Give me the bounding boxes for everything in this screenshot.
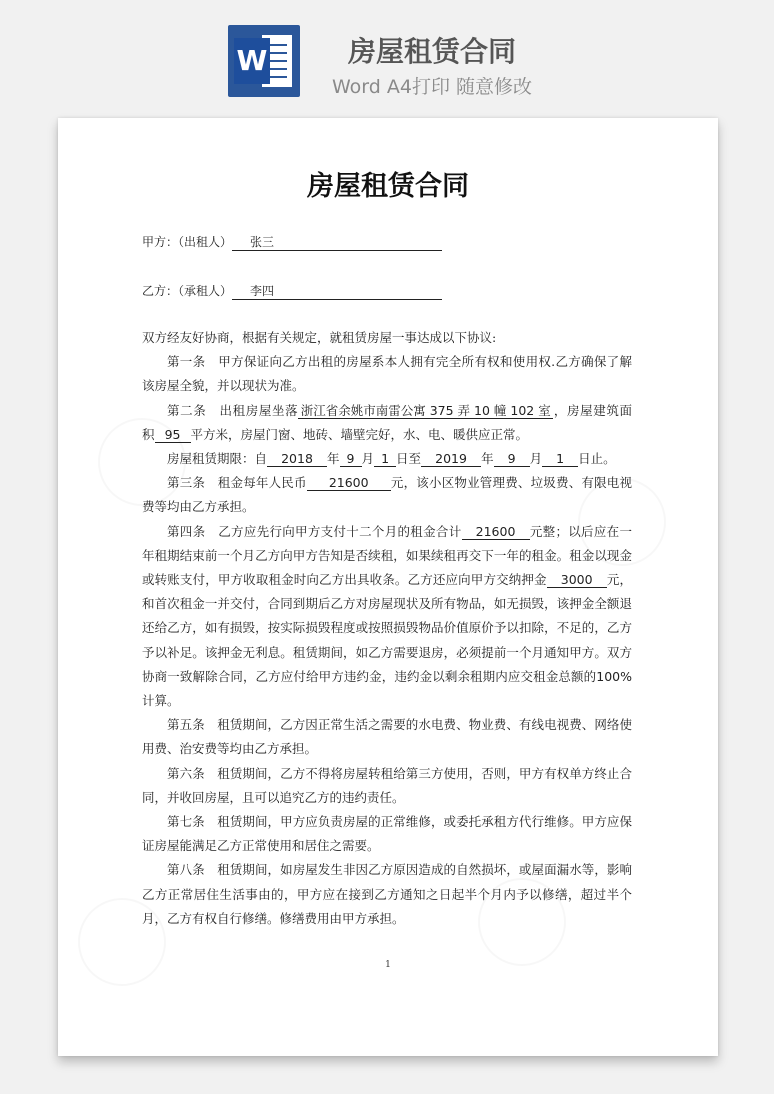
area-field: 95 (155, 427, 191, 443)
end-year-field: 2019 (421, 451, 481, 467)
clause-7: 第七条 租赁期间，甲方应负责房屋的正常维修，或委托承租方代行维修。甲方应保证房屋能满足乙方正常使用和居住之需要。 (142, 814, 632, 854)
end-label: 日止。 (578, 451, 616, 467)
year-label: 年 (327, 451, 340, 467)
party-b-name: 李四 (232, 282, 442, 300)
clause-2-mid: ，房屋建筑面积 (142, 402, 632, 442)
total-rent-field: 21600 (462, 524, 530, 540)
header-banner (0, 0, 774, 110)
start-day-field: 1 (374, 451, 396, 467)
start-month-field: 9 (340, 451, 362, 467)
contract-body (142, 326, 632, 931)
rent-amount-field: 21600 (307, 475, 391, 491)
month-label: 月 (529, 451, 543, 467)
end-day-field: 1 (542, 451, 578, 467)
party-b-label: 乙方：（承租人） (142, 284, 233, 298)
clause-4-suffix: 元，和首次租金一并交付，合同到期后乙方对房屋现状及所有物品，如无损毁，该押金全额退还给乙方，如有损毁，按实际损毁程度或按照损毁物品价值原价予以扣除，不足的，乙方予以补足。该押金无利息。租赁期间，如乙方需要退房，必须提前一个月通知甲方。双方协商一致解除合同，乙方应付给甲方违约金，违约金以剩余租期内应交租金总额的 (142, 572, 632, 684)
lease-period (142, 447, 632, 471)
penalty-percent: 100% (596, 668, 632, 684)
clause-2 (142, 399, 632, 447)
header-title: 房屋租赁合同 (347, 35, 516, 68)
month-label: 月 (361, 451, 375, 467)
start-year-field: 2018 (267, 451, 327, 467)
clause-3 (142, 471, 632, 519)
clause-8: 第八条 租赁期间，如房屋发生非因乙方原因造成的自然损坏，或屋面漏水等，影响乙方正常居住生活事由的，甲方应在接到乙方通知之日起半个月内予以修缮，超过半个月，乙方有权自行修缮。修缮费用由甲方承担。 (142, 862, 632, 926)
clause-6: 第六条 租赁期间，乙方不得将房屋转租给第三方使用，否则，甲方有权单方终止合同，并收回房屋，且可以追究乙方的违约责任。 (142, 765, 632, 805)
lease-period-prefix: 房屋租赁期限：自 (167, 451, 268, 467)
clause-3-prefix: 第三条 租金每年人民币 (167, 475, 307, 491)
day-to-label: 日至 (396, 451, 422, 467)
document-page (58, 118, 718, 1056)
page-number: 1 (385, 960, 391, 970)
party-a-name: 张三 (232, 233, 442, 251)
address-field: 浙江省余姚市南雷公寓 375 弄 10 幢 102 室 (298, 403, 553, 419)
document-title: 房屋租赁合同 (307, 171, 469, 202)
party-a-line (142, 233, 442, 251)
party-a-label: 甲方：（出租人） (142, 235, 233, 249)
clause-4-end: 计算。 (142, 693, 180, 709)
clause-4-mid: 元整；以后应在一年租期结束前一个月乙方向甲方告知是否续租，如果续租再交下一年的租金。租金以现金或转账支付，甲方收取租金时向乙方出具收条。乙方还应向甲方交纳押金 (142, 523, 632, 588)
year-label: 年 (481, 451, 494, 467)
intro-paragraph: 双方经友好协商，根据有关规定，就租赁房屋一事达成以下协议: (142, 330, 497, 345)
clause-4-prefix: 第四条 乙方应先行向甲方支付十二个月的租金合计 (167, 523, 462, 539)
clause-3-suffix: 元，该小区物业管理费、垃圾费、有限电视费等均由乙方承担。 (142, 475, 632, 515)
clause-5: 第五条 租赁期间，乙方因正常生活之需要的水电费、物业费、有线电视费、网络使用费、治安费等均由乙方承担。 (142, 717, 632, 757)
deposit-field: 3000 (547, 572, 607, 588)
party-b-line (142, 282, 442, 300)
clause-4 (142, 520, 632, 714)
clause-2-prefix: 第二条 出租房屋坐落 (167, 402, 299, 418)
end-month-field: 9 (494, 451, 530, 467)
clause-2-suffix: 平方米，房屋门窗、地砖、墙壁完好，水、电、暖供应正常。 (190, 426, 529, 442)
word-letter-icon: W (234, 38, 270, 84)
word-app-icon (228, 25, 300, 97)
clause-1: 第一条 甲方保证向乙方出租的房屋系本人拥有完全所有权和使用权.乙方确保了解该房屋全貌，并以现状为准。 (142, 354, 632, 394)
header-subtitle: Word A4打印 随意修改 (331, 76, 532, 98)
